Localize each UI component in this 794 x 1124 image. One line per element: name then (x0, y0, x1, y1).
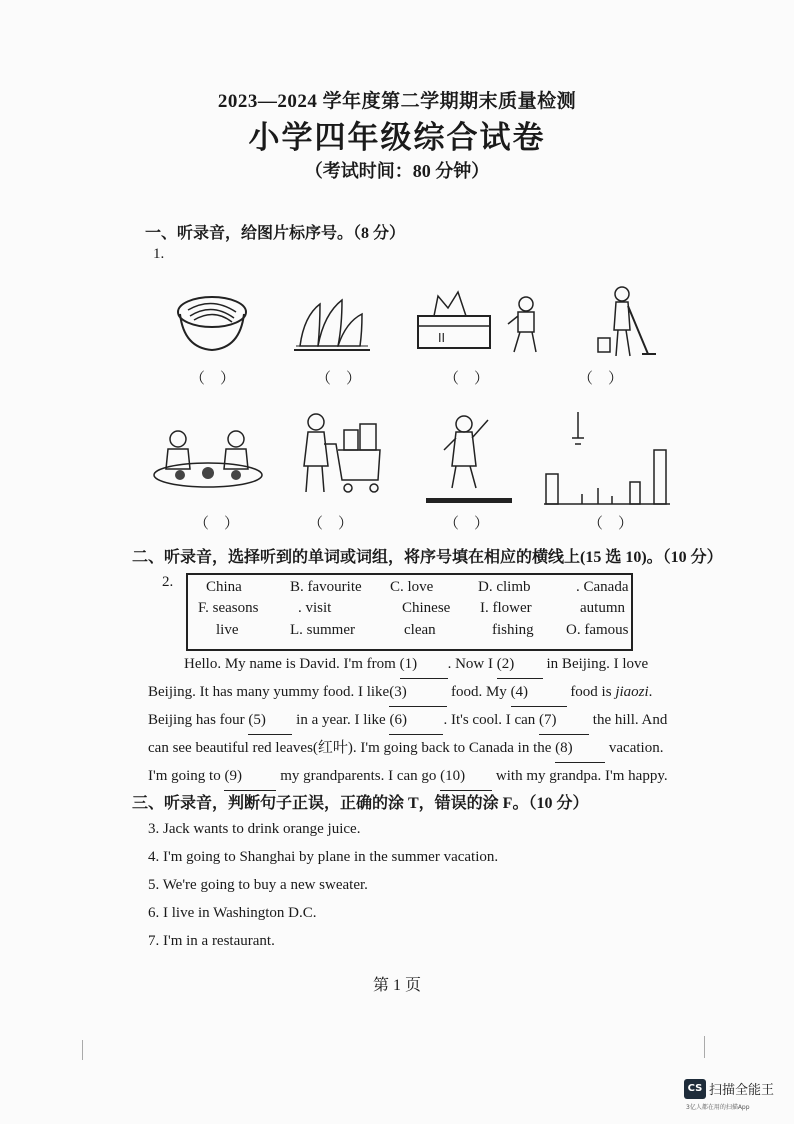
exam-title: 小学四年级综合试卷 (248, 120, 546, 155)
blank-9[interactable]: (9) (224, 762, 276, 791)
page-number: 第 1 页 (372, 977, 421, 994)
word-bank-item: Chinese (402, 600, 451, 616)
opera-house-picture (290, 296, 374, 356)
man-sweeping-picture (592, 282, 662, 358)
statement-5: 5. We're going to buy a new sweater. (148, 877, 368, 893)
statement-4: 4. I'm going to Shanghai by plane in the summer vacation. (148, 849, 499, 865)
blank-2[interactable]: (2) (497, 650, 543, 679)
word-bank-item: clean (404, 622, 436, 638)
exam-duration: （考试时间：80 分钟） (304, 161, 490, 181)
word-bank-item: C. love (390, 579, 434, 595)
statement-3: 3. Jack wants to drink orange juice. (148, 821, 361, 837)
word-bank-item: F. seasons (198, 600, 259, 616)
word-bank-item: live (216, 622, 239, 638)
blank-4[interactable]: (4) (511, 678, 567, 707)
answer-paren-8[interactable]: （ ） (588, 516, 634, 532)
word-bank-item: L. summer (290, 622, 355, 638)
blank-7[interactable]: (7) (539, 706, 589, 735)
word-bank-item: O. famous (566, 622, 629, 638)
passage-line-3: Beijing has four (5) in a year. I like (6) . It's cool. I can (7) the hill. And (148, 706, 667, 735)
exam-year-title: 2023—2024 学年度第二学期期末质量检测 (217, 91, 577, 112)
noodles-bowl-picture (174, 288, 252, 356)
svg-text:II: II (438, 331, 446, 345)
section2-title: 二、听录音，选择听到的单词或词组，将序号填在相应的横线上(15 选 10)。（10 分） (132, 549, 723, 566)
answer-paren-5[interactable]: （ ） (194, 516, 240, 532)
answer-paren-4[interactable]: （ ） (578, 371, 624, 387)
statement-6: 6. I live in Washington D.C. (148, 905, 317, 921)
answer-paren-1[interactable]: （ ） (190, 371, 236, 387)
blank-5[interactable]: (5) (248, 706, 292, 735)
word-bank-item: B. favourite (290, 579, 362, 595)
word-bank-item: China (206, 579, 242, 595)
word-bank-item: D. climb (478, 579, 531, 595)
passage-line-4: can see beautiful red leaves(红叶). I'm going back to Canada in the (8) vacation. (148, 734, 663, 763)
scanner-logo-icon: CS (684, 1079, 706, 1099)
city-skyline-picture (542, 408, 672, 508)
blank-6[interactable]: (6) (389, 706, 443, 735)
question-1-number: 1. (153, 246, 165, 262)
section1-title: 一、听录音，给图片标序号。（8 分） (145, 225, 406, 242)
word-bank-item: autumn (580, 600, 625, 616)
blank-8[interactable]: (8) (555, 734, 605, 763)
blank-1[interactable]: (1) (400, 650, 448, 679)
scanner-tagline: 3亿人都在用的扫描App (686, 1104, 750, 1111)
answer-paren-7[interactable]: （ ） (444, 516, 490, 532)
statement-7: 7. I'm in a restaurant. (148, 933, 275, 949)
question-2-number: 2. (162, 574, 174, 590)
scan-edge-mark (704, 1036, 705, 1058)
answer-paren-3[interactable]: （ ） (444, 371, 490, 387)
scanner-app-name: 扫描全能王 (709, 1083, 775, 1098)
woman-shopping-cart-picture (294, 410, 384, 496)
word-bank-item: . Canada (576, 579, 629, 595)
family-dinner-picture (150, 425, 266, 493)
passage-line-1: Hello. My name is David. I'm from (1) . Now I (2) in Beijing. I love (184, 650, 648, 679)
answer-paren-2[interactable]: （ ） (316, 371, 362, 387)
passage-line-5: I'm going to (9) my grandparents. I can go (10) with my grandpa. I'm happy. (148, 762, 668, 791)
blank-10[interactable]: (10) (440, 762, 492, 791)
girl-dancing-picture (424, 410, 514, 506)
word-bank-item: fishing (492, 622, 534, 638)
word-bank-item: . visit (298, 600, 332, 616)
blank-3[interactable]: (3) (389, 678, 447, 707)
section3-title: 三、听录音，判断句子正误，正确的涂 T，错误的涂 F。（10 分） (132, 795, 589, 812)
scan-edge-mark (82, 1040, 83, 1060)
answer-paren-6[interactable]: （ ） (308, 516, 354, 532)
passage-line-2: Beijing. It has many yummy food. I like(3) food. My (4) food is jiaozi. (148, 678, 652, 707)
building-and-child-picture (414, 286, 544, 356)
word-bank-item: I. flower (480, 600, 532, 616)
